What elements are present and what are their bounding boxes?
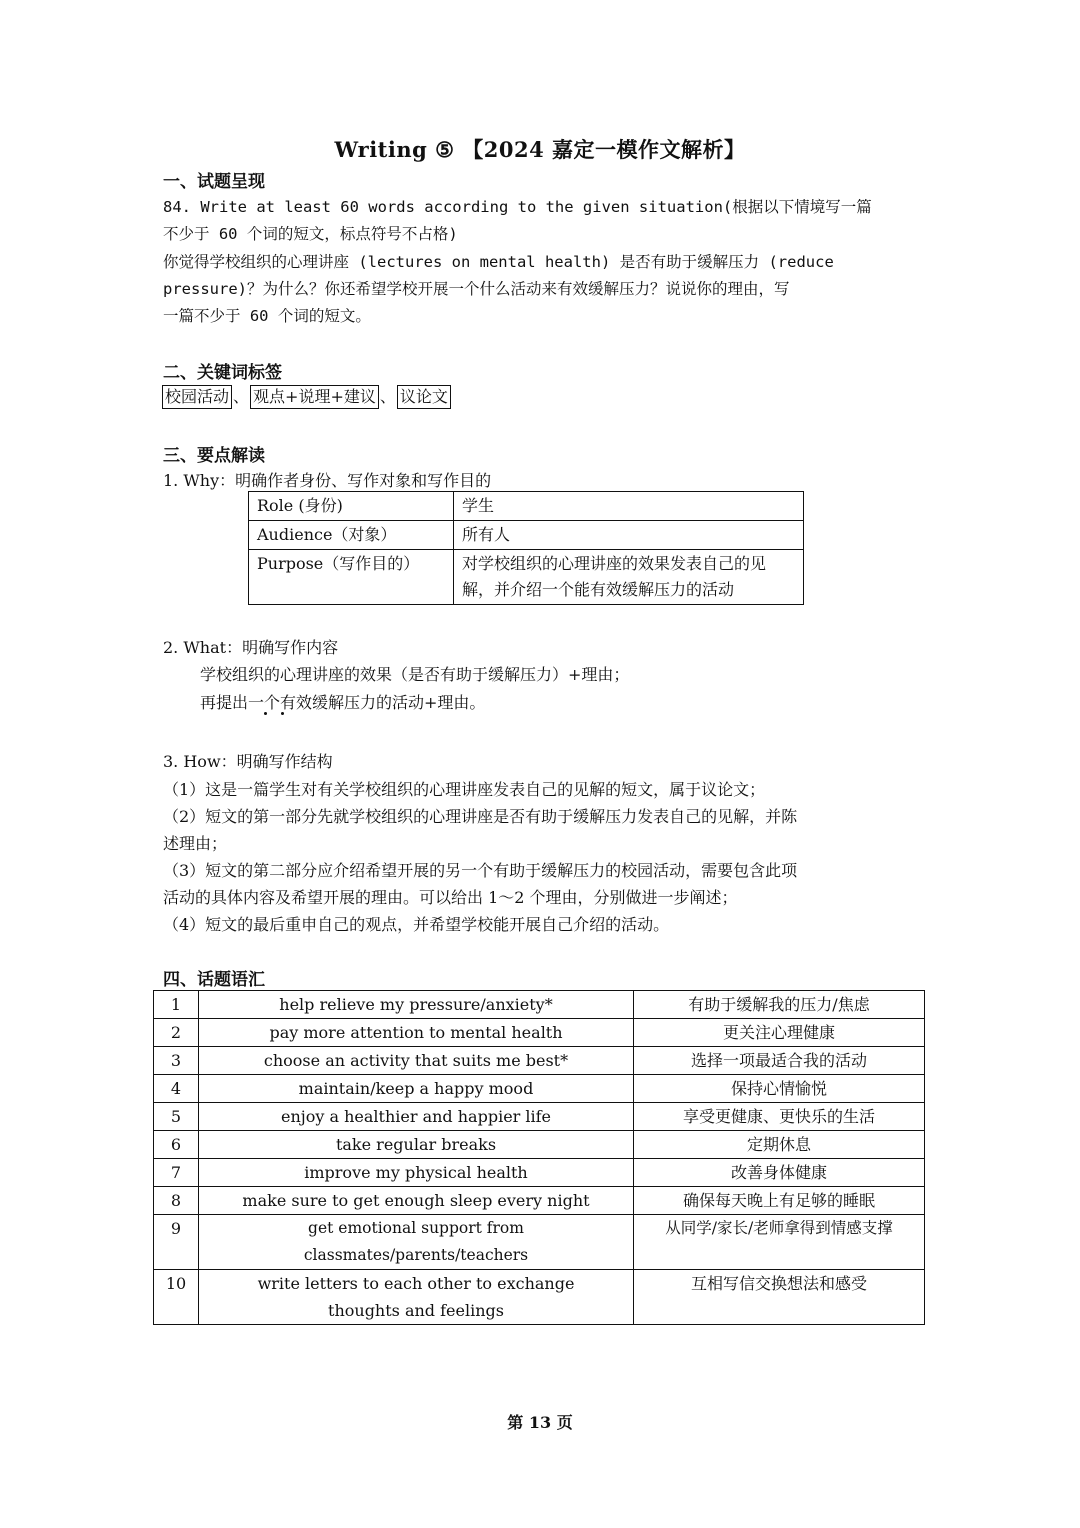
row-number: 3 — [154, 1047, 199, 1075]
tag-separator: 、 — [379, 387, 396, 406]
how-line-3b: 活动的具体内容及希望开展的理由。可以给出 1～2 个理由，分别做进一步阐述； — [163, 888, 738, 907]
row-number: 5 — [154, 1103, 199, 1131]
keyword-tags — [162, 384, 451, 409]
prompt-line-3: 你觉得学校组织的心理讲座 (lectures on mental health) 是否有助于缓解压力 (reduce — [163, 253, 834, 271]
chinese-meaning: 有助于缓解我的压力/焦虑 — [634, 991, 925, 1019]
table-value: 对学校组织的心理讲座的效果发表自己的见解，并介绍一个能有效缓解压力的活动 — [454, 550, 804, 605]
what-line-1: 学校组织的心理讲座的效果（是否有助于缓解压力）+理由； — [200, 665, 630, 684]
english-phrase: enjoy a healthier and happier life — [199, 1103, 634, 1131]
tag-genre: 议论文 — [397, 385, 451, 409]
chinese-meaning: 定期休息 — [634, 1131, 925, 1159]
section-3-heading: 三、要点解读 — [163, 446, 265, 466]
chinese-meaning: 改善身体健康 — [634, 1159, 925, 1187]
row-number: 2 — [154, 1019, 199, 1047]
why-heading: 1. Why：明确作者身份、写作对象和写作目的 — [163, 471, 492, 490]
tag-structure: 观点+说理+建议 — [250, 385, 379, 409]
table-row — [154, 1075, 925, 1103]
row-number: 9 — [154, 1215, 199, 1270]
how-line-2b: 述理由； — [163, 834, 228, 853]
prompt-line-5: 一篇不少于 60 个词的短文。 — [163, 307, 371, 325]
emphasis-dot — [264, 712, 267, 715]
row-number: 6 — [154, 1131, 199, 1159]
row-number: 10 — [154, 1270, 199, 1325]
english-phrase: get emotional support from classmates/parents/teachers — [199, 1215, 634, 1270]
table-row — [154, 1215, 925, 1270]
how-line-3a: （3）短文的第二部分应介绍希望开展的另一个有助于缓解压力的校园活动，需要包含此项 — [163, 861, 798, 880]
chinese-meaning: 互相写信交换想法和感受 — [634, 1270, 925, 1325]
what-heading: 2. What：明确写作内容 — [163, 638, 339, 657]
row-number: 4 — [154, 1075, 199, 1103]
table-row — [154, 1270, 925, 1325]
english-phrase: help relieve my pressure/anxiety* — [199, 991, 634, 1019]
row-number: 1 — [154, 991, 199, 1019]
english-phrase: choose an activity that suits me best* — [199, 1047, 634, 1075]
how-line-4: （4）短文的最后重申自己的观点，并希望学校能开展自己介绍的活动。 — [163, 915, 670, 934]
tag-separator: 、 — [233, 387, 250, 406]
table-row — [154, 1047, 925, 1075]
section-1-heading: 一、试题呈现 — [163, 172, 265, 192]
emphasis-dot — [281, 712, 284, 715]
table-row — [249, 521, 804, 550]
section-4-heading: 四、话题语汇 — [163, 970, 265, 990]
table-row — [154, 1159, 925, 1187]
table-row — [154, 991, 925, 1019]
prompt-line-2: 不少于 60 个词的短文，标点符号不占格) — [163, 225, 458, 243]
prompt-line-1: 84. Write at least 60 words according to the given situation(根据以下情境写一篇 — [163, 198, 872, 216]
chinese-meaning: 从同学/家长/老师拿得到情感支撑 — [634, 1215, 925, 1270]
tag-campus-activity: 校园活动 — [162, 385, 232, 409]
table-key: Audience（对象） — [249, 521, 454, 550]
table-row — [154, 1019, 925, 1047]
row-number: 7 — [154, 1159, 199, 1187]
english-phrase: improve my physical health — [199, 1159, 634, 1187]
row-number: 8 — [154, 1187, 199, 1215]
how-line-2a: （2）短文的第一部分先就学校组织的心理讲座是否有助于缓解压力发表自己的见解，并陈 — [163, 807, 798, 826]
prompt-line-4: pressure)？为什么？你还希望学校开展一个什么活动来有效缓解压力？说说你的理由，写 — [163, 280, 790, 298]
chinese-meaning: 享受更健康、更快乐的生活 — [634, 1103, 925, 1131]
chinese-meaning: 选择一项最适合我的活动 — [634, 1047, 925, 1075]
english-phrase: maintain/keep a happy mood — [199, 1075, 634, 1103]
how-heading: 3. How：明确写作结构 — [163, 752, 333, 771]
page-number: 第 13 页 — [507, 1413, 573, 1432]
table-value: 学生 — [454, 492, 804, 521]
english-phrase: write letters to each other to exchange thoughts and feelings — [199, 1270, 634, 1325]
table-row — [249, 492, 804, 521]
table-key: Role (身份) — [249, 492, 454, 521]
table-value: 所有人 — [454, 521, 804, 550]
english-phrase: take regular breaks — [199, 1131, 634, 1159]
how-line-1: （1）这是一篇学生对有关学校组织的心理讲座发表自己的见解的短文，属于议论文； — [163, 780, 766, 799]
english-phrase: make sure to get enough sleep every night — [199, 1187, 634, 1215]
page-title: Writing ⑤ 【2024 嘉定一模作文解析】 — [334, 137, 746, 162]
chinese-meaning: 更关注心理健康 — [634, 1019, 925, 1047]
table-row — [154, 1131, 925, 1159]
section-2-heading: 二、关键词标签 — [163, 363, 282, 383]
vocabulary-table — [153, 990, 925, 1325]
table-row — [249, 550, 804, 605]
table-row — [154, 1103, 925, 1131]
what-line-2: 再提出一个有效缓解压力的活动+理由。 — [200, 693, 486, 712]
table-row — [154, 1187, 925, 1215]
table-key: Purpose（写作目的） — [249, 550, 454, 605]
english-phrase: pay more attention to mental health — [199, 1019, 634, 1047]
chinese-meaning: 保持心情愉悦 — [634, 1075, 925, 1103]
chinese-meaning: 确保每天晚上有足够的睡眠 — [634, 1187, 925, 1215]
role-table — [248, 491, 804, 605]
